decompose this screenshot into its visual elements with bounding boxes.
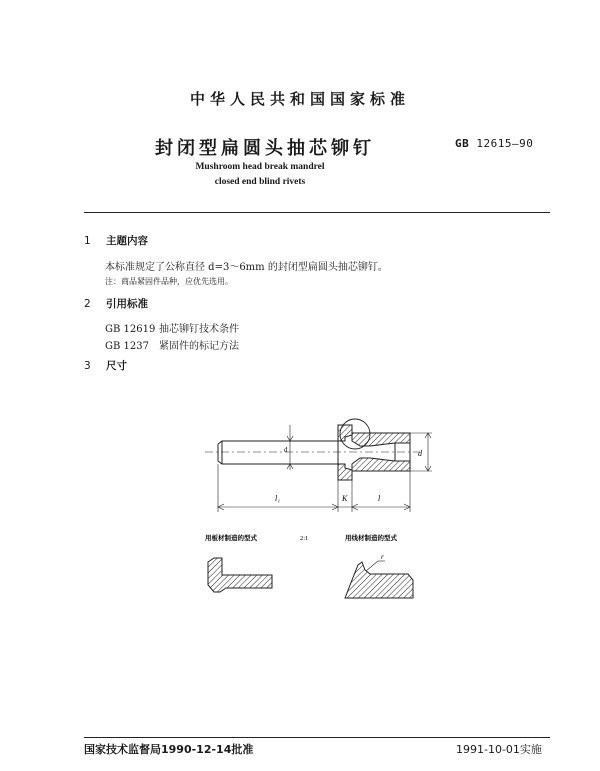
detail-right-caption: 用线材制造的型式 [345, 535, 397, 542]
reference-title: 抽芯铆钉技术条件 [159, 324, 239, 335]
section-1-number: 1 [84, 235, 91, 247]
section-1-body: 本标准规定了公称直径 d=3～6mm 的封闭型扁圆头抽芯铆钉。 [105, 262, 388, 273]
detail-sheet-form [208, 558, 272, 592]
rivet-main-view [205, 419, 432, 512]
reference-title: 紧固件的标记方法 [159, 341, 239, 352]
reference-code: GB 1237 [105, 341, 149, 352]
implementation-date: 1991-10-01实施 [456, 743, 542, 756]
reference-code: GB 12619 [105, 324, 156, 335]
detail-left-caption: 用板材制造的型式 [205, 535, 257, 542]
head-height-label: K [342, 494, 348, 503]
mandrel-diameter-label: d [284, 446, 288, 454]
country-standard-heading: 中华人民共和国国家标准 [189, 90, 410, 108]
standard-title: 封闭型扁圆头抽芯铆钉 [155, 138, 375, 159]
detail-scale: 2:1 [300, 535, 309, 542]
standard-prefix: GB [455, 137, 470, 150]
radius-label: r [381, 553, 384, 561]
section-2-number: 2 [84, 298, 91, 310]
detail-wire-form [345, 561, 413, 598]
section-3-title: 尺寸 [106, 360, 127, 372]
standard-code: 12615—90 [476, 137, 534, 150]
section-1-title: 主题内容 [106, 235, 148, 247]
section-3-number: 3 [84, 360, 91, 372]
mandrel-length-label: l₁ [275, 494, 281, 503]
footer-divider [84, 737, 550, 738]
body-diameter-label: d [418, 449, 422, 458]
english-title-line1: Mushroom head break mandrel [195, 162, 325, 172]
approval-date: 国家技术监督局1990-12-14批准 [84, 743, 254, 756]
section-1-note: 注：商品紧固件品种，应优先选用。 [105, 277, 233, 286]
rivet-length-label: l [378, 494, 381, 503]
section-2-title: 引用标准 [106, 298, 148, 310]
english-title-line2: closed end blind rivets [214, 177, 306, 187]
